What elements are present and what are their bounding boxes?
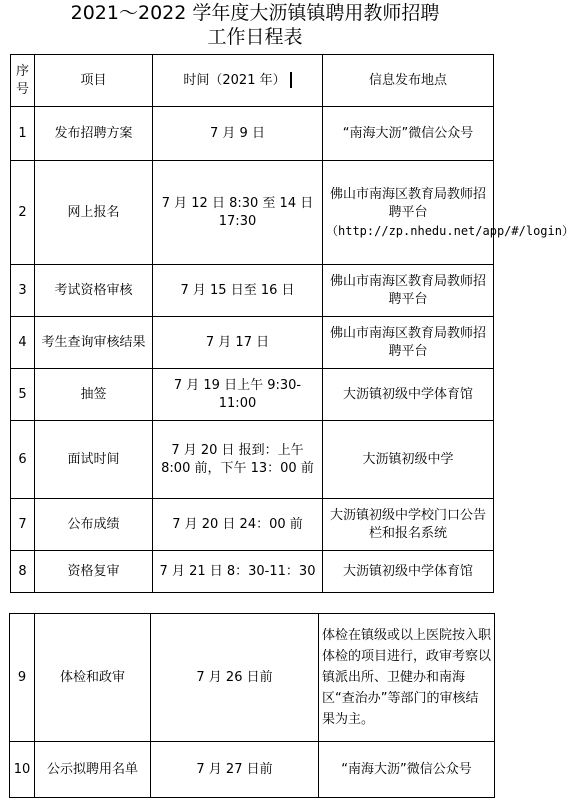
cell-item: 发布招聘方案 xyxy=(35,107,153,161)
cell-seq: 8 xyxy=(11,551,35,593)
cell-time: 7 月 21 日 8：30-11：30 xyxy=(153,551,323,593)
cell-place xyxy=(323,161,574,265)
table-row xyxy=(11,265,494,317)
cell-item: 公示拟聘用名单 xyxy=(35,742,151,798)
cell-time: 7 月 15 日至 16 日 xyxy=(153,265,323,317)
cell-item: 体检和政审 xyxy=(35,614,151,742)
cell-place-url: （http://zp.nhedu.net/app/#/login） xyxy=(326,223,574,238)
header-time-label: 时间（2021 年） xyxy=(183,72,286,88)
table-row xyxy=(11,161,494,265)
cell-seq: 10 xyxy=(10,742,35,798)
cell-time: 7 月 19 日上午 9:30-11:00 xyxy=(153,369,323,421)
cell-place: 大沥镇初级中学校门口公告栏和报名系统 xyxy=(323,499,494,551)
cell-place: “南海大沥”微信公众号 xyxy=(323,107,494,161)
page-subtitle: 工作日程表 xyxy=(207,26,303,48)
cell-item: 资格复审 xyxy=(35,551,153,593)
cell-seq: 2 xyxy=(11,161,35,265)
schedule-table-continued xyxy=(9,613,495,798)
table-row xyxy=(11,551,494,593)
cell-time: 7 月 27 日前 xyxy=(151,742,319,798)
cell-time: 7 月 20 日 报到：上午 8:00 前，下午 13：00 前 xyxy=(153,421,323,499)
table-row xyxy=(10,614,495,742)
cell-place: 体检在镇级或以上医院按入职体检的项目进行，政审考察以镇派出所、卫健办和南海区“查治办”等部门的审核结果为主。 xyxy=(319,614,495,742)
cell-place: 大沥镇初级中学体育馆 xyxy=(323,551,494,593)
cell-time: 7 月 17 日 xyxy=(153,317,323,369)
cell-item: 面试时间 xyxy=(35,421,153,499)
table-row xyxy=(11,499,494,551)
table-row xyxy=(11,369,494,421)
cell-item: 考试资格审核 xyxy=(35,265,153,317)
header-item: 项目 xyxy=(35,55,153,107)
cell-time: 7 月 20 日 24：00 前 xyxy=(153,499,323,551)
cell-seq: 7 xyxy=(11,499,35,551)
header-place: 信息发布地点 xyxy=(323,55,494,107)
cell-place: 大沥镇初级中学 xyxy=(323,421,494,499)
cell-item: 公布成绩 xyxy=(35,499,153,551)
cell-time: 7 月 9 日 xyxy=(153,107,323,161)
table-row xyxy=(11,421,494,499)
cell-place: 佛山市南海区教育局教师招聘平台 xyxy=(323,317,494,369)
cell-seq: 3 xyxy=(11,265,35,317)
schedule-table xyxy=(10,54,574,593)
table-row xyxy=(11,317,494,369)
cell-place: “南海大沥”微信公众号 xyxy=(319,742,495,798)
page-title: 2021～2022 学年度大沥镇镇聘用教师招聘 xyxy=(70,2,440,24)
text-cursor xyxy=(290,72,292,88)
cell-seq: 5 xyxy=(11,369,35,421)
cell-place: 大沥镇初级中学体育馆 xyxy=(323,369,494,421)
table-row xyxy=(11,107,494,161)
table-row xyxy=(10,742,495,798)
cell-item: 抽签 xyxy=(35,369,153,421)
cell-place-text: 佛山市南海区教育局教师招聘平台 xyxy=(329,186,486,220)
cell-place: 佛山市南海区教育局教师招聘平台 xyxy=(323,265,494,317)
table-header-row xyxy=(11,55,494,107)
cell-seq: 1 xyxy=(11,107,35,161)
cell-item: 考生查询审核结果 xyxy=(35,317,153,369)
cell-seq: 9 xyxy=(10,614,35,742)
cell-seq: 4 xyxy=(11,317,35,369)
cell-time: 7 月 26 日前 xyxy=(151,614,319,742)
cell-time: 7 月 12 日 8:30 至 14 日 17:30 xyxy=(153,161,323,265)
header-seq: 序号 xyxy=(11,55,35,107)
cell-item: 网上报名 xyxy=(35,161,153,265)
header-time xyxy=(153,55,323,107)
cell-seq: 6 xyxy=(11,421,35,499)
